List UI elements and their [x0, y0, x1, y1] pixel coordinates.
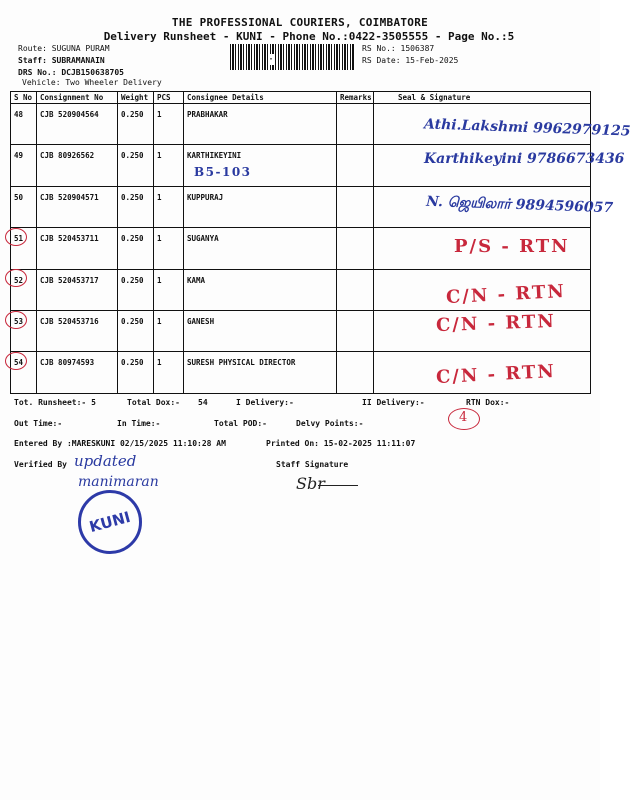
consignment-number: CJB 520453711	[37, 228, 118, 269]
consignee-details: SURESH PHYSICAL DIRECTOR	[184, 352, 337, 393]
signature-underline	[318, 485, 358, 486]
serial-number: 50	[11, 186, 37, 227]
remarks-cell	[337, 145, 374, 186]
serial-number: 53	[11, 310, 37, 351]
total-runsheet: Tot. Runsheet:- 5	[14, 398, 96, 407]
column-header: Consignment No	[37, 92, 118, 104]
tick-circle	[5, 352, 27, 370]
vehicle-label: Vehicle: Two Wheeler Delivery	[22, 78, 162, 87]
route-label: Route: SUGUNA PURAM	[18, 44, 110, 53]
in-time-label: In Time:-	[117, 419, 161, 428]
consignment-number: CJB 80926562	[37, 145, 118, 186]
consignment-number: CJB 80974593	[37, 352, 118, 393]
weight: 0.250	[118, 186, 154, 227]
pieces: 1	[154, 352, 184, 393]
handwritten-remark: C/N - RTN	[435, 361, 557, 389]
consignee-details: GANESH	[184, 310, 337, 351]
runsheet-table	[10, 91, 631, 394]
column-header: PCS	[154, 92, 184, 104]
serial-number: 52	[11, 269, 37, 310]
printed-on: Printed On: 15-02-2025 11:11:07	[266, 439, 416, 448]
table-row	[11, 145, 591, 186]
rs-number: RS No.: 1506387	[362, 44, 435, 53]
handwritten-signature: N. ஜெயிலார் 9894596057	[425, 193, 614, 217]
consignee-details: KUPPURAJ	[184, 186, 337, 227]
serial-number: 49	[11, 145, 37, 186]
remarks-cell	[337, 228, 374, 269]
rtn-dox-label: RTN Dox:-	[466, 398, 510, 407]
seal-signature-cell	[374, 310, 591, 351]
consignee-details: KAMA	[184, 269, 337, 310]
table-row	[11, 310, 591, 351]
company-title: THE PROFESSIONAL COURIERS, COIMBATORE	[171, 16, 429, 29]
consignee-details: SUGANYA	[184, 228, 337, 269]
column-header: Remarks	[337, 92, 374, 104]
serial-number: 54	[11, 352, 37, 393]
weight: 0.250	[118, 269, 154, 310]
pieces: 1	[154, 186, 184, 227]
rtn-dox-handwritten: 4	[459, 410, 468, 425]
tick-circle	[5, 311, 27, 329]
serial-number: 51	[11, 228, 37, 269]
barcode: ·	[230, 44, 355, 70]
remarks-cell	[337, 186, 374, 227]
runsheet-subtitle: Delivery Runsheet - KUNI - Phone No.:0422-3505555 - Page No.:5	[103, 30, 515, 43]
total-pod-label: Total POD:-	[214, 419, 267, 428]
seal-signature-cell	[374, 104, 631, 145]
remarks-cell	[337, 310, 374, 351]
table-row	[11, 269, 591, 310]
tick-circle	[5, 269, 27, 287]
staff-signature-handwritten: Sbr	[296, 474, 325, 493]
total-dox-label: Total Dox:-	[127, 398, 180, 407]
seal-signature-cell	[374, 228, 591, 269]
tick-circle	[5, 228, 27, 246]
drs-number: DRS No.: DCJB150638705	[18, 68, 124, 77]
total-dox-value: 54	[198, 398, 208, 407]
seal-signature-cell	[374, 145, 625, 186]
pieces: 1	[154, 145, 184, 186]
verified-by-label: Verified By	[14, 460, 67, 469]
ii-delivery-label: II Delivery:-	[362, 398, 425, 407]
consignee-details	[184, 145, 337, 186]
seal-signature-cell	[374, 352, 591, 393]
consignee-details: PRABHAKAR	[184, 104, 337, 145]
verified-handwritten-name: manimaran	[78, 474, 159, 490]
rs-date: RS Date: 15-Feb-2025	[362, 56, 459, 65]
consignee-name: KARTHIKEYINI	[187, 151, 242, 161]
pieces: 1	[154, 269, 184, 310]
column-header: S No	[11, 92, 37, 104]
table-row	[11, 186, 591, 227]
consignment-number: CJB 520904564	[37, 104, 118, 145]
column-header: Weight	[118, 92, 154, 104]
out-time-label: Out Time:-	[14, 419, 63, 428]
pieces: 1	[154, 104, 184, 145]
staff-signature-label: Staff Signature	[276, 460, 349, 469]
i-delivery-label: I Delivery:-	[236, 398, 294, 407]
stamp-text: KUNI	[87, 507, 133, 537]
handwritten-signature: Karthikeyini 9786673436	[424, 151, 625, 168]
weight: 0.250	[118, 310, 154, 351]
remarks-cell	[337, 104, 374, 145]
table-header-row	[11, 92, 591, 104]
weight: 0.250	[118, 228, 154, 269]
seal-signature-cell	[374, 186, 614, 227]
staff-label: Staff: SUBRAMANAIN	[18, 56, 105, 65]
table-row	[11, 352, 591, 393]
weight: 0.250	[118, 145, 154, 186]
handwritten-signature: Athi.Lakshmi 9962979125	[423, 116, 631, 140]
table-row	[11, 228, 591, 269]
entered-by: Entered By :MARESKUNI 02/15/2025 11:10:28 AM	[14, 439, 226, 448]
remarks-cell	[337, 269, 374, 310]
seal-signature-cell	[374, 269, 591, 310]
table-row	[11, 104, 591, 145]
consignment-number: CJB 520904571	[37, 186, 118, 227]
verified-handwritten: updated	[74, 452, 137, 470]
handwritten-remark: C/N - RTN	[445, 280, 567, 308]
remarks-cell	[337, 352, 374, 393]
pieces: 1	[154, 310, 184, 351]
column-header: Seal & Signature	[374, 92, 591, 104]
delivery-points-label: Delvy Points:-	[296, 419, 364, 428]
consignment-number: CJB 520453717	[37, 269, 118, 310]
consignment-number: CJB 520453716	[37, 310, 118, 351]
column-header: Consignee Details	[184, 92, 337, 104]
kuni-stamp	[78, 490, 142, 554]
handwritten-note: B5-103	[194, 165, 252, 180]
pieces: 1	[154, 228, 184, 269]
handwritten-remark: P/S - RTN	[454, 236, 570, 258]
weight: 0.250	[118, 104, 154, 145]
handwritten-remark: C/N - RTN	[435, 310, 557, 337]
weight: 0.250	[118, 352, 154, 393]
serial-number: 48	[11, 104, 37, 145]
